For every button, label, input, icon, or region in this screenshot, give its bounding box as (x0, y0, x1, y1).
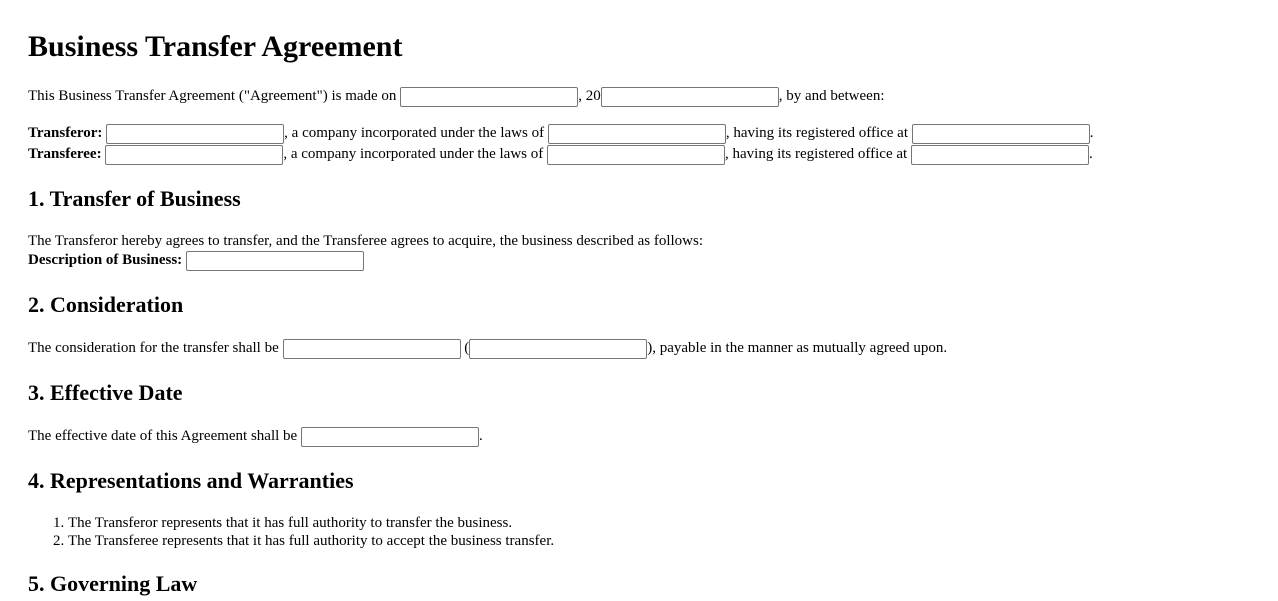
consideration-line (28, 338, 947, 359)
intro-suffix: , by and between: (778, 88, 885, 104)
list-item: 2. The Transferee represents that it has full authority to accept the business transfer. (68, 532, 554, 550)
agreement-date-field[interactable] (400, 87, 578, 107)
warranties-list-wrapper (28, 514, 554, 550)
transferor-office-field[interactable] (912, 124, 1090, 144)
business-description-line (28, 250, 364, 271)
transferee-line (28, 144, 1093, 165)
section-1-body: The Transferor hereby agrees to transfer, and the Transferee agrees to acquire, the business described as follows: (28, 233, 704, 249)
agreement-year-field[interactable] (601, 87, 779, 107)
section-5-heading: 5. Governing Law (28, 571, 198, 596)
consideration-suffix: ), payable in the manner as mutually agreed upon. (647, 340, 948, 356)
transferee-office-text: , having its registered office at (725, 146, 908, 162)
effective-date-end: . (478, 428, 483, 444)
transferor-end: . (1089, 125, 1094, 141)
list-item: 1. The Transferor represents that it has full authority to transfer the business. (68, 514, 554, 532)
transferor-office-text: , having its registered office at (725, 125, 909, 141)
transferee-office-field[interactable] (911, 145, 1089, 165)
transferor-line (28, 123, 1094, 144)
page-title: Business Transfer Agreement (28, 30, 403, 63)
section-4-heading: 4. Representations and Warranties (28, 468, 354, 493)
section-2-heading: 2. Consideration (28, 292, 184, 317)
transferee-jurisdiction-field[interactable] (547, 145, 725, 165)
transferee-label: Transferee: (28, 146, 102, 162)
intro-line (28, 86, 885, 107)
intro-mid: , 20 (578, 88, 601, 104)
business-description-field[interactable] (186, 251, 364, 271)
section-3-heading: 3. Effective Date (28, 380, 183, 405)
effective-date-line (28, 426, 483, 447)
consideration-prefix: The consideration for the transfer shall be (28, 340, 279, 356)
transferor-name-field[interactable] (106, 124, 284, 144)
transferor-incorporated-text: , a company incorporated under the laws of (284, 125, 545, 141)
section-1-heading: 1. Transfer of Business (28, 186, 241, 211)
effective-date-prefix: The effective date of this Agreement shall be (28, 428, 298, 444)
consideration-open-paren: ( (464, 340, 470, 356)
warranties-list (28, 514, 554, 550)
transferor-jurisdiction-field[interactable] (548, 124, 726, 144)
consideration-words-field[interactable] (469, 339, 647, 359)
intro-prefix: This Business Transfer Agreement ("Agreement") is made on (28, 88, 397, 104)
effective-date-field[interactable] (301, 427, 479, 447)
transferee-name-field[interactable] (105, 145, 283, 165)
transferee-end: . (1088, 146, 1093, 162)
business-description-label: Description of Business: (28, 252, 183, 268)
transferor-label: Transferor: (28, 125, 103, 141)
transferee-incorporated-text: , a company incorporated under the laws of (283, 146, 544, 162)
consideration-amount-field[interactable] (283, 339, 461, 359)
